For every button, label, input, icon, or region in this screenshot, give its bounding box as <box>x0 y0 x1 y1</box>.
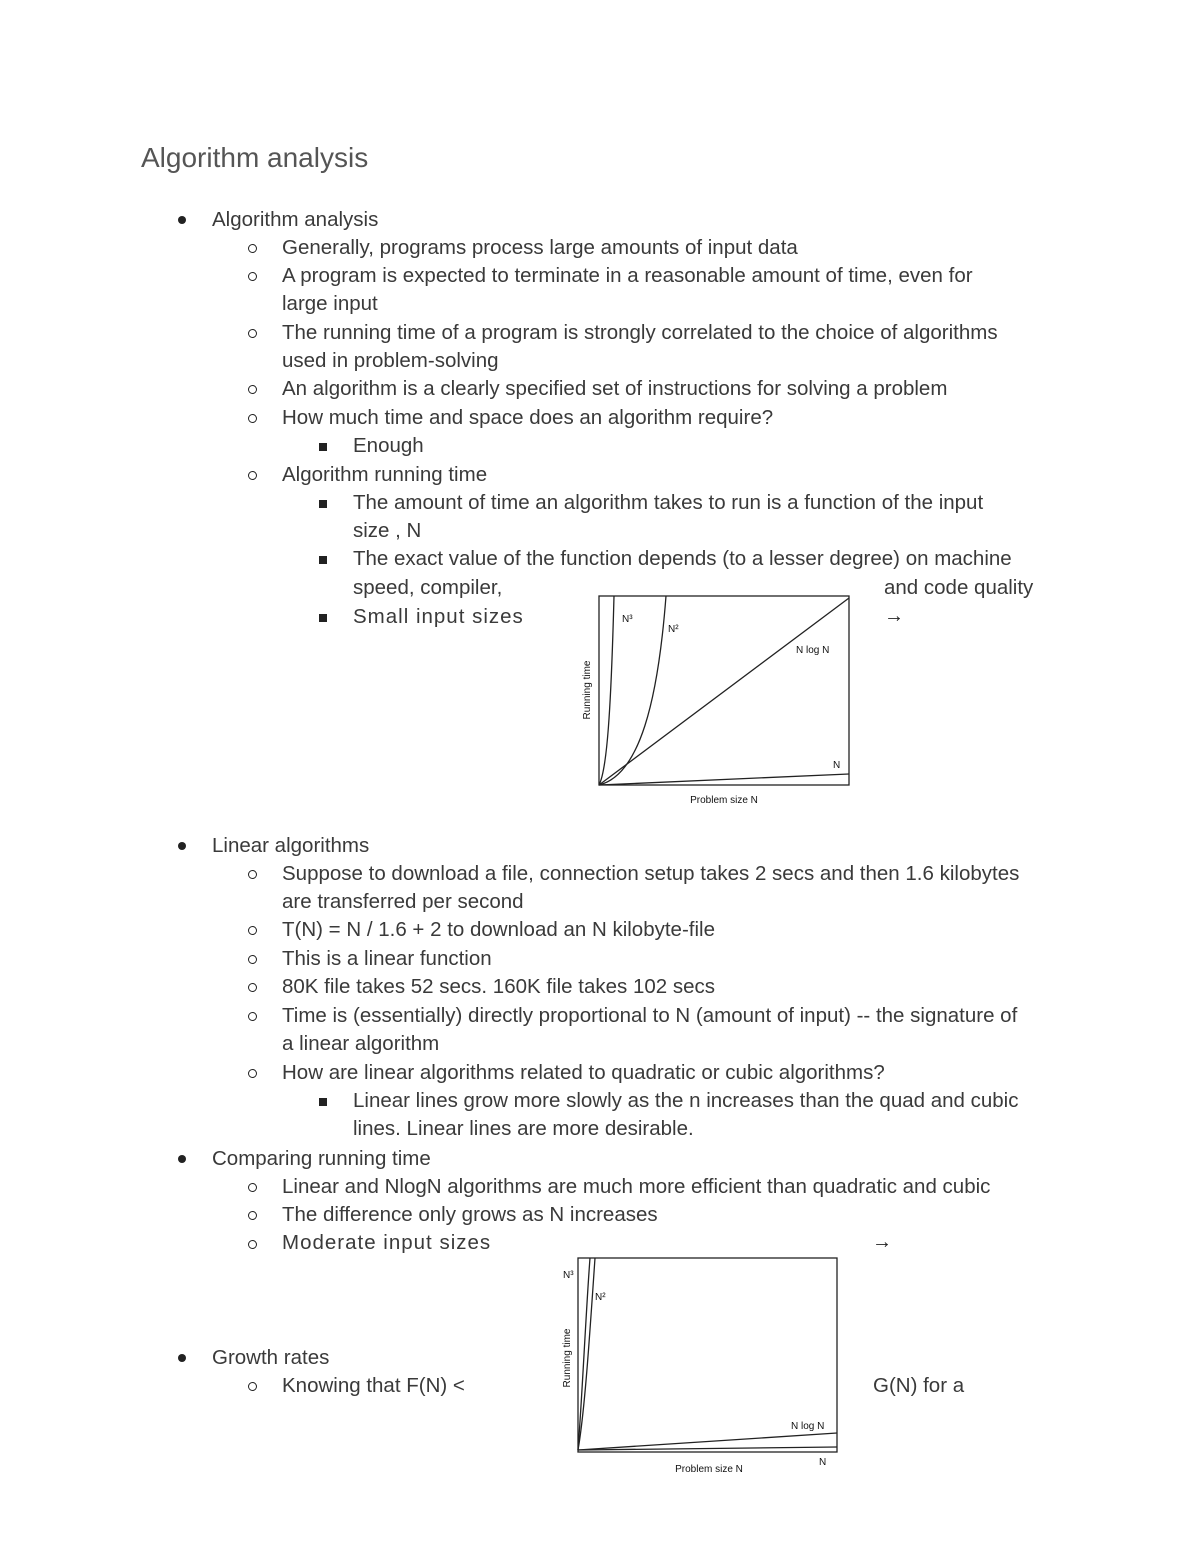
series-label: N² <box>595 1292 606 1303</box>
list-item: Time is (essentially) directly proportional to N (amount of input) -- the signature of <box>282 1004 1018 1027</box>
series-label: N log N <box>791 1421 825 1432</box>
bullet-square <box>319 556 327 564</box>
bullet-square <box>319 614 327 622</box>
y-axis-label: Running time <box>582 660 593 720</box>
bullet-circle <box>248 244 257 253</box>
curve-n <box>599 774 849 785</box>
list-item-continued: a linear algorithm <box>282 1032 440 1055</box>
bullet-circle <box>248 955 257 964</box>
list-item: An algorithm is a clearly specified set of instructions for solving a problem <box>282 377 948 400</box>
bullet-circle <box>248 272 257 281</box>
list-item: Moderate input sizes <box>282 1231 492 1254</box>
list-item-continued: used in problem-solving <box>282 349 499 372</box>
list-item-continued: speed, compiler, <box>353 576 503 599</box>
section-heading: Algorithm analysis <box>212 208 379 231</box>
bullet-circle <box>248 1012 257 1021</box>
section-heading: Growth rates <box>212 1346 330 1369</box>
list-item-continued: and code quality <box>884 576 1034 599</box>
list-item: Enough <box>353 434 424 457</box>
y-axis-label: Running time <box>562 1328 573 1388</box>
curve-n-cubed <box>599 596 614 785</box>
bullet-circle <box>248 329 257 338</box>
bullet-circle <box>248 414 257 423</box>
bullet-dot <box>178 216 186 224</box>
series-label: N log N <box>796 645 830 656</box>
bullet-circle <box>248 471 257 480</box>
arrow-icon: → <box>872 1231 892 1253</box>
bullet-square <box>319 500 327 508</box>
bullet-dot <box>178 1155 186 1163</box>
series-label: N² <box>668 624 679 635</box>
bullet-circle <box>248 1211 257 1220</box>
list-item: Knowing that F(N) < <box>282 1374 465 1397</box>
x-axis-label: Problem size N <box>690 795 758 806</box>
list-item: The exact value of the function depends (to a lesser degree) on machine <box>353 547 1012 570</box>
series-label: N <box>819 1457 827 1468</box>
bullet-dot <box>178 842 186 850</box>
bullet-circle <box>248 983 257 992</box>
curve-n-log-n <box>599 598 849 785</box>
bullet-circle <box>248 870 257 879</box>
list-item: Linear and NlogN algorithms are much more efficient than quadratic and cubic <box>282 1175 991 1198</box>
list-item: The amount of time an algorithm takes to run is a function of the input <box>353 491 984 514</box>
bullet-square <box>319 443 327 451</box>
page-title: Algorithm analysis <box>141 142 369 173</box>
bullet-circle <box>248 385 257 394</box>
list-item: How much time and space does an algorithm require? <box>282 406 774 429</box>
bullet-circle <box>248 1382 257 1391</box>
list-item: How are linear algorithms related to quadratic or cubic algorithms? <box>282 1061 885 1084</box>
arrow-icon: → <box>884 605 904 627</box>
bullet-square <box>319 1098 327 1106</box>
section-heading: Linear algorithms <box>212 834 370 857</box>
list-item: Linear lines grow more slowly as the n increases than the quad and cubic <box>353 1089 1019 1112</box>
section-heading: Comparing running time <box>212 1147 431 1170</box>
bullet-dot <box>178 1354 186 1362</box>
growth-chart-moderate <box>555 1250 845 1480</box>
list-item-continued: are transferred per second <box>282 890 524 913</box>
x-axis-label: Problem size N <box>675 1464 743 1475</box>
bullet-circle <box>248 1183 257 1192</box>
list-item: Algorithm running time <box>282 463 488 486</box>
list-item-continued: large input <box>282 292 378 315</box>
growth-chart-small <box>570 590 870 820</box>
list-item-continued: G(N) for a <box>873 1374 965 1397</box>
bullet-circle <box>248 1069 257 1078</box>
list-item: T(N) = N / 1.6 + 2 to download an N kilobyte-file <box>282 918 715 941</box>
bullet-circle <box>248 1240 257 1249</box>
list-item: Small input sizes <box>353 605 524 628</box>
list-item-continued: size , N <box>353 519 422 542</box>
list-item: The difference only grows as N increases <box>282 1203 658 1226</box>
list-item-continued: lines. Linear lines are more desirable. <box>353 1117 694 1140</box>
list-item: Suppose to download a file, connection setup takes 2 secs and then 1.6 kilobytes <box>282 862 1020 885</box>
list-item: 80K file takes 52 secs. 160K file takes 102 secs <box>282 975 716 998</box>
list-item: Generally, programs process large amounts of input data <box>282 236 798 259</box>
list-item: A program is expected to terminate in a reasonable amount of time, even for <box>282 264 973 287</box>
list-item: The running time of a program is strongly correlated to the choice of algorithms <box>282 321 998 344</box>
bullet-circle <box>248 926 257 935</box>
list-item: This is a linear function <box>282 947 492 970</box>
series-label: N <box>833 760 841 771</box>
series-label: N³ <box>622 614 633 625</box>
series-label: N³ <box>563 1270 574 1281</box>
